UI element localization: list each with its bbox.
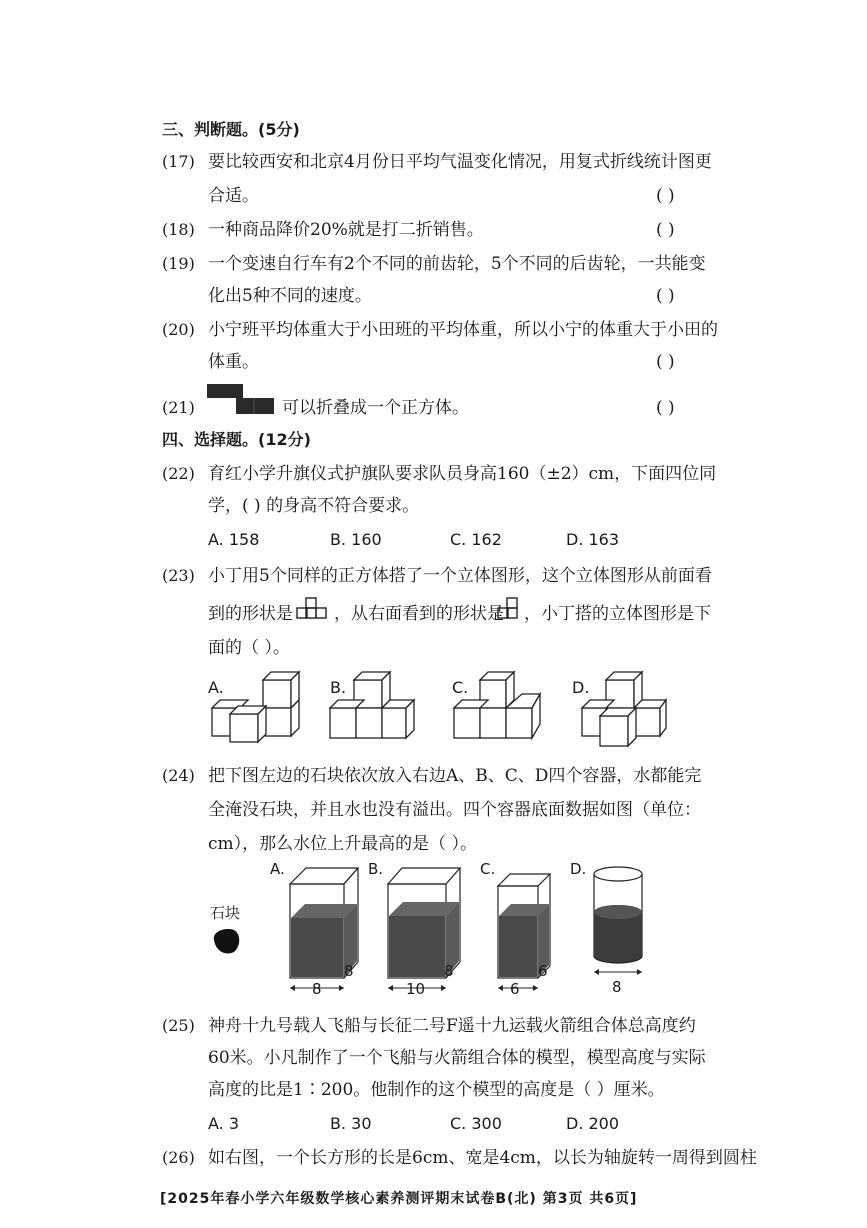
container-c-depth: 6 [538, 962, 548, 980]
answer-paren-20[interactable]: ( ) [656, 352, 675, 372]
container-a-depth: 8 [344, 962, 354, 980]
container-a-figure[interactable] [284, 866, 366, 996]
question-number-18: (18) [162, 220, 195, 239]
answer-paren-21[interactable]: ( ) [656, 398, 675, 418]
question-number-25: (25) [162, 1016, 195, 1035]
question-17-line2: 合适。 [208, 186, 259, 206]
answer-paren-19[interactable]: ( ) [656, 286, 675, 306]
question-23-line2c: ，小丁搭的立体图形是下 [524, 604, 711, 624]
question-20-line1: 小宁班平均体重大于小田班的平均体重，所以小宁的体重大于小田的 [208, 320, 718, 340]
question-24-line3: cm），那么水位上升最高的是（ ）。 [208, 834, 478, 854]
question-26-line1: 如右图，一个长方形的长是6cm、宽是4cm，以长为轴旋转一周得到圆柱 [208, 1148, 757, 1168]
section-title-choice: 四、选择题。(12分) [162, 430, 311, 449]
container-a-label: A. [270, 860, 285, 878]
option-22-c[interactable]: C. 162 [450, 530, 502, 549]
question-number-22: (22) [162, 464, 195, 483]
question-25-line3: 高度的比是1∶200。他制作的这个模型的高度是（ ）厘米。 [208, 1080, 665, 1100]
option-25-c[interactable]: C. 300 [450, 1114, 502, 1133]
container-b-figure[interactable] [384, 866, 466, 996]
option-25-a[interactable]: A. 3 [208, 1114, 240, 1133]
right-view-icon [497, 596, 523, 622]
page-footer: [2025年春小学六年级数学核心素养测评期末试卷B(北) 第3页 共6页] [160, 1191, 638, 1207]
option-25-d[interactable]: D. 200 [566, 1114, 620, 1133]
question-25-line2: 60米。小凡制作了一个飞船与火箭组合体的模型，模型高度与实际 [208, 1048, 706, 1068]
question-23-line1: 小丁用5个同样的正方体搭了一个立体图形，这个立体图形从前面看 [208, 566, 712, 586]
question-22-line1: 育红小学升旗仪式护旗队要求队员身高160（±2）cm，下面四位同 [208, 464, 717, 484]
container-b-width: 10 [406, 980, 426, 998]
question-25-line1: 神舟十九号载人飞船与长征二号F遥十九运载火箭组合体总高度约 [208, 1016, 696, 1036]
option-25-b[interactable]: B. 30 [330, 1114, 372, 1133]
question-24-line2: 全淹没石块，并且水也没有溢出。四个容器底面数据如图（单位： [208, 800, 701, 820]
container-d-diameter: 8 [612, 978, 622, 996]
container-b-label: B. [368, 860, 384, 878]
stone-label: 石块 [210, 904, 241, 922]
question-19-line1: 一个变速自行车有2个不同的前齿轮，5个不同的后齿轮，一共能变 [208, 254, 706, 274]
question-21-line1: 可以折叠成一个正方体。 [282, 398, 469, 418]
front-view-icon [296, 596, 330, 622]
option-23-d[interactable]: D. [572, 678, 590, 697]
question-20-line2: 体重。 [208, 352, 259, 372]
answer-paren-18[interactable]: ( ) [656, 220, 675, 240]
option-23-c[interactable]: C. [452, 678, 469, 697]
question-18-line1: 一种商品降价20%就是打二折销售。 [208, 220, 484, 240]
question-22-line2: 学，( ) 的身高不符合要求。 [208, 496, 420, 516]
question-number-20: (20) [162, 320, 195, 339]
question-number-19: (19) [162, 254, 195, 273]
container-b-depth: 8 [444, 962, 454, 980]
option-22-b[interactable]: B. 160 [330, 530, 382, 549]
question-24-line1: 把下图左边的石块依次放入右边A、B、C、D四个容器，水都能完 [208, 766, 702, 786]
option-23-b[interactable]: B. [330, 678, 347, 697]
question-number-17: (17) [162, 152, 195, 171]
cube-figure-c[interactable] [450, 668, 546, 748]
question-23-line2a: 到的形状是 [208, 604, 293, 624]
option-23-a[interactable]: A. [208, 678, 224, 697]
section-title-judgement: 三、判断题。(5分) [162, 120, 300, 139]
question-number-24: (24) [162, 766, 195, 785]
question-19-line2: 化出5种不同的速度。 [208, 286, 372, 306]
container-d-label: D. [570, 860, 587, 878]
cube-figure-d[interactable] [578, 668, 668, 752]
question-23-line3: 面的（ ）。 [208, 638, 290, 658]
container-c-label: C. [480, 860, 496, 878]
cube-figure-b[interactable] [326, 668, 416, 748]
cube-net-figure [206, 382, 276, 418]
question-23-line2b: ，从右面看到的形状是 [334, 604, 504, 624]
question-17-line1: 要比较西安和北京4月份日平均气温变化情况，用复式折线统计图更 [208, 152, 712, 172]
option-22-a[interactable]: A. 158 [208, 530, 260, 549]
question-number-23: (23) [162, 566, 195, 585]
container-a-width: 8 [312, 980, 322, 998]
option-22-d[interactable]: D. 163 [566, 530, 620, 549]
stone-icon [208, 926, 242, 956]
answer-paren-17[interactable]: ( ) [656, 186, 675, 206]
question-number-26: (26) [162, 1148, 195, 1167]
container-d-figure[interactable] [588, 864, 648, 980]
question-number-21: (21) [162, 398, 195, 417]
cube-figure-a[interactable] [208, 668, 308, 748]
container-c-width: 6 [510, 980, 520, 998]
